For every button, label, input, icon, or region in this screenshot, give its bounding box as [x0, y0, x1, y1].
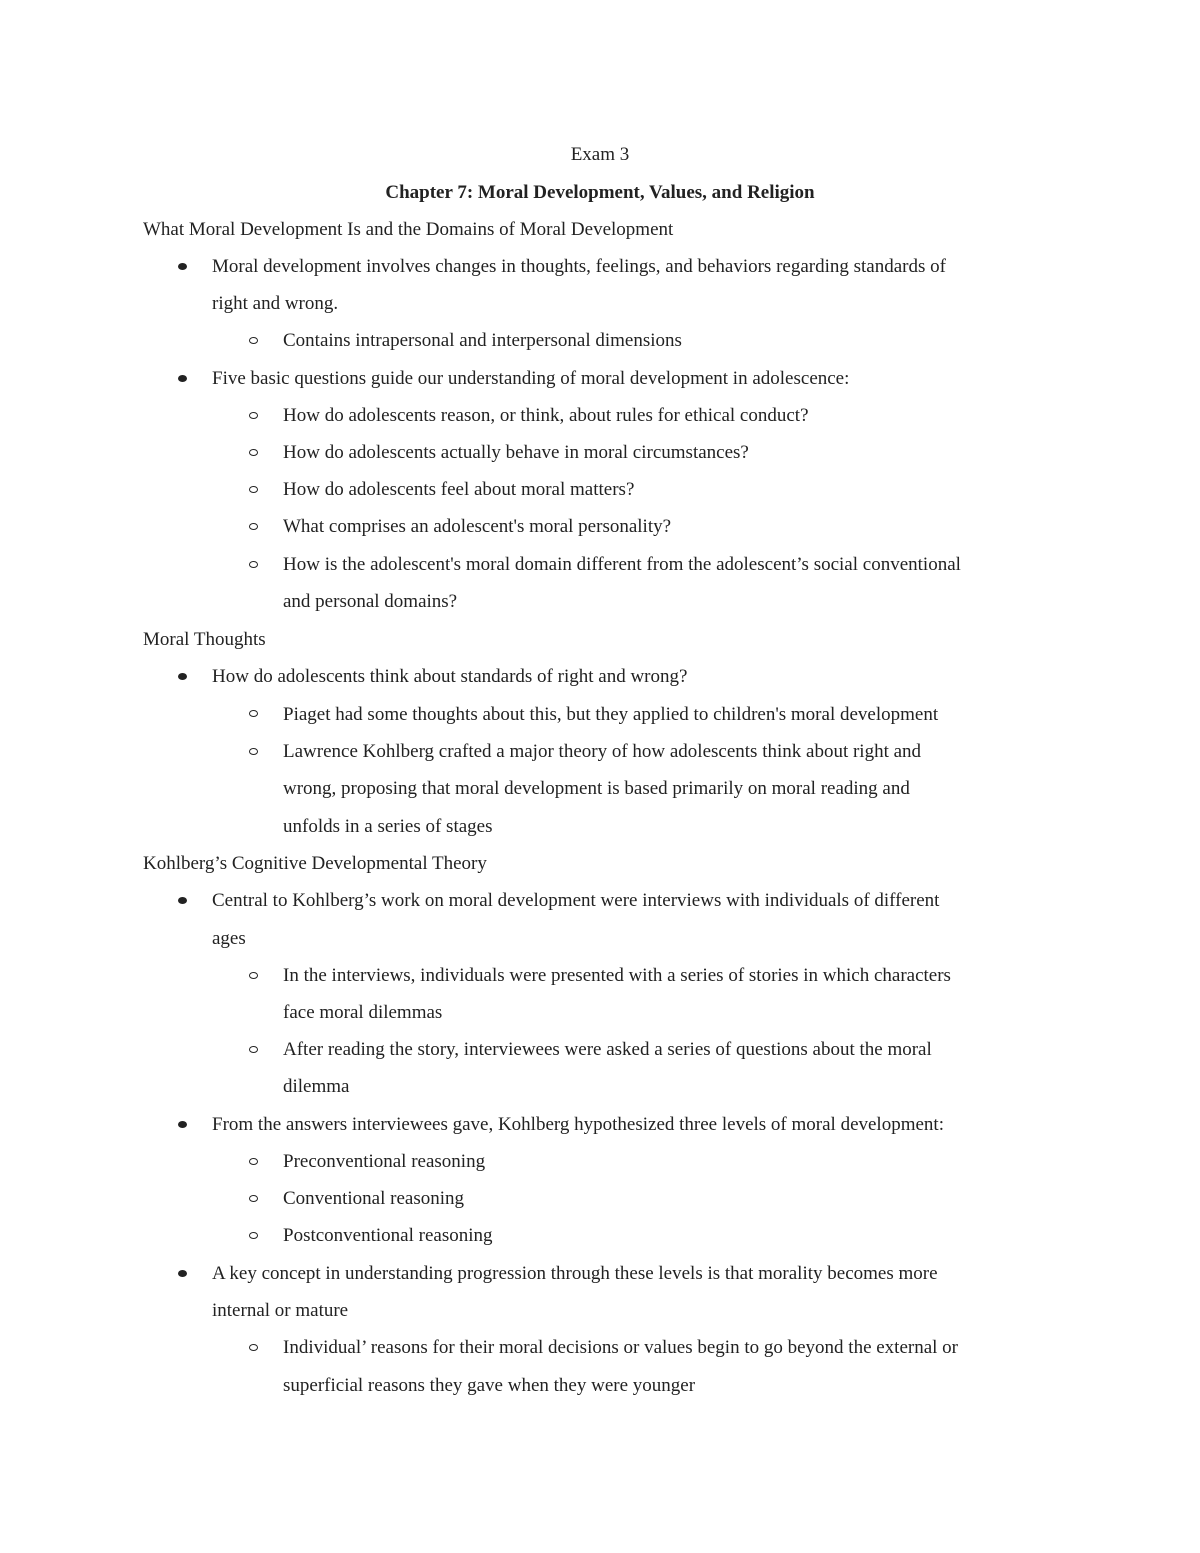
sub-list-item: How do adolescents actually behave in moral circumstances?: [283, 442, 749, 463]
sub-list-item-continuation: dilemma: [283, 1076, 350, 1097]
sub-list-item: Contains intrapersonal and interpersonal dimensions: [283, 330, 682, 351]
circle-bullet-icon: [249, 1158, 258, 1165]
bullet-icon: [178, 673, 187, 680]
sub-list-item: How do adolescents reason, or think, about rules for ethical conduct?: [283, 405, 809, 426]
sub-list-item-continuation: and personal domains?: [283, 591, 458, 612]
sub-list-item: How do adolescents feel about moral matters?: [283, 479, 635, 500]
list-item: From the answers interviewees gave, Kohlberg hypothesized three levels of moral development:: [212, 1114, 944, 1135]
sub-list-item: Individual’ reasons for their moral decisions or values begin to go beyond the external or: [283, 1337, 959, 1358]
circle-bullet-icon: [249, 972, 258, 979]
list-item: Central to Kohlberg’s work on moral development were interviews with individuals of different: [212, 890, 940, 911]
section-heading-moral-thoughts: Moral Thoughts: [143, 629, 266, 650]
sub-list-item: Lawrence Kohlberg crafted a major theory of how adolescents think about right and: [283, 741, 922, 762]
circle-bullet-icon: [249, 449, 258, 456]
list-item-continuation: ages: [212, 928, 246, 949]
list-item: Moral development involves changes in thoughts, feelings, and behaviors regarding standards of: [212, 256, 946, 277]
circle-bullet-icon: [249, 486, 258, 493]
bullet-icon: [178, 263, 187, 270]
sub-list-item-continuation: wrong, proposing that moral development is based primarily on moral reading and: [283, 778, 910, 799]
sub-list-item-continuation: superficial reasons they gave when they were younger: [283, 1375, 696, 1396]
sub-list-item: Piaget had some thoughts about this, but they applied to children's moral development: [283, 704, 939, 725]
circle-bullet-icon: [249, 1232, 258, 1239]
list-item: How do adolescents think about standards of right and wrong?: [212, 666, 688, 687]
circle-bullet-icon: [249, 561, 258, 568]
bullet-icon: [178, 1121, 187, 1128]
sub-list-item: Preconventional reasoning: [283, 1151, 486, 1172]
circle-bullet-icon: [249, 1344, 258, 1351]
exam-title: Exam 3: [570, 144, 630, 165]
list-item-continuation: internal or mature: [212, 1300, 349, 1321]
sub-list-item: Conventional reasoning: [283, 1188, 464, 1209]
circle-bullet-icon: [249, 1046, 258, 1053]
list-item-continuation: right and wrong.: [212, 293, 339, 314]
sub-list-item-continuation: unfolds in a series of stages: [283, 816, 493, 837]
section-heading-kohlberg-theory: Kohlberg’s Cognitive Developmental Theory: [143, 853, 487, 874]
circle-bullet-icon: [249, 523, 258, 530]
circle-bullet-icon: [249, 748, 258, 755]
sub-list-item: In the interviews, individuals were presented with a series of stories in which characters: [283, 965, 951, 986]
circle-bullet-icon: [249, 412, 258, 419]
list-item: A key concept in understanding progression through these levels is that morality becomes more: [212, 1263, 938, 1284]
section-heading-moral-development: What Moral Development Is and the Domains of Moral Development: [143, 219, 674, 240]
circle-bullet-icon: [249, 337, 258, 344]
circle-bullet-icon: [249, 1195, 258, 1202]
bullet-icon: [178, 1270, 187, 1277]
sub-list-item: What comprises an adolescent's moral personality?: [283, 516, 672, 537]
chapter-title: Chapter 7: Moral Development, Values, and Religion: [385, 182, 815, 203]
sub-list-item-continuation: face moral dilemmas: [283, 1002, 443, 1023]
sub-list-item: How is the adolescent's moral domain different from the adolescent’s social conventional: [283, 554, 961, 575]
sub-list-item: Postconventional reasoning: [283, 1225, 493, 1246]
bullet-icon: [178, 375, 187, 382]
list-item: Five basic questions guide our understanding of moral development in adolescence:: [212, 368, 850, 389]
sub-list-item: After reading the story, interviewees were asked a series of questions about the moral: [283, 1039, 932, 1060]
circle-bullet-icon: [249, 710, 258, 717]
bullet-icon: [178, 897, 187, 904]
